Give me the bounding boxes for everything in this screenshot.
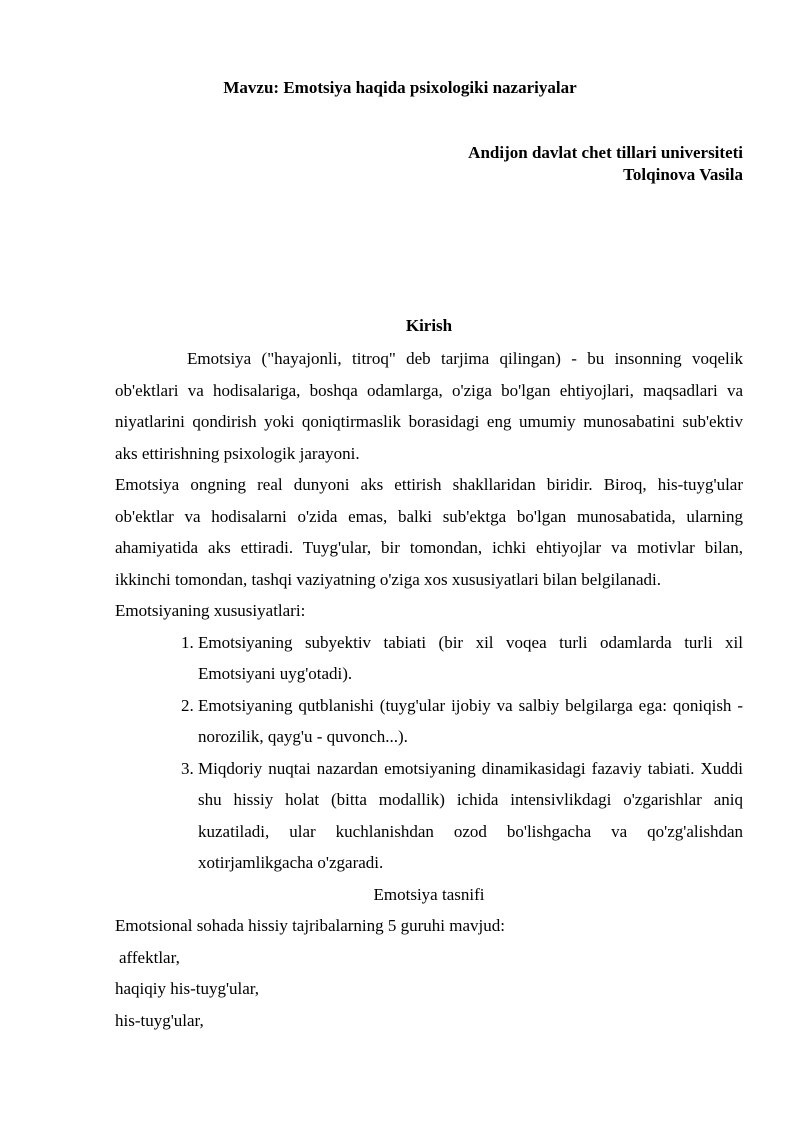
classification-heading: Emotsiya tasnifi (373, 884, 485, 904)
list-item: 1. Emotsiyaning subyektiv tabiati (bir xil voqea turli odamlarda turli xil Emotsiyani uyg'otadi). (198, 627, 743, 690)
document-body (115, 343, 743, 1036)
paragraph: Emotsiya ("hayajonli, titroq" deb tarjima qilingan) - bu insonning voqelik ob'ektlari va hodisalariga, boshqa odamlarga, o'ziga bo'lgan ehtiyojlari, maqsadlari va niyatlarini qondirish yoki qoniqtirmaslik borasidagi eng umumiy munosabatini sub'ektiv aks ettirishning psixologik jarayoni. (115, 349, 743, 463)
author-name: Tolqinova Vasila (623, 165, 743, 184)
university-name: Andijon davlat chet tillari universiteti (468, 143, 743, 162)
features-label: Emotsiyaning xususiyatlari: (115, 601, 306, 620)
list-item: his-tuyg'ular, (115, 1010, 204, 1030)
section-heading: Kirish (405, 316, 453, 335)
list-item: haqiqiy his-tuyg'ular, (115, 979, 260, 998)
list-item: 2. Emotsiyaning qutblanishi (tuyg'ular ijobiy va salbiy belgilarga ega: qoniqish - norozilik, qayg'u - quvonch...). (198, 690, 743, 753)
features-list (115, 627, 743, 879)
document-title: Mavzu: Emotsiya haqida psixologiki nazariyalar (223, 78, 577, 97)
classification-intro: Emotsional sohada hissiy tajribalarning 5 guruhi mavjud: (115, 916, 505, 935)
paragraph: Emotsiya ongning real dunyoni aks ettirish shakllaridan biridir. Biroq, his-tuyg'ular ob'ektlar va hodisalarni o'zida emas, balki sub'ektga bo'lgan munosabatida, ularning ahamiyatida aks ettiradi. Tuyg'ular, bir tomondan, ichki ehtiyojlar va motivlar bilan, ikkinchi tomondan, tashqi vaziyatning o'ziga xos xususiyatlari bilan belgilanadi. (115, 475, 743, 589)
list-item: 3. Miqdoriy nuqtai nazardan emotsiyaning dinamikasidagi fazaviy tabiati. Xuddi shu hissiy holat (bitta modallik) ichida intensivlikdagi o'zgarishlar aniq kuzatiladi, ular kuchlanishdan ozod bo'lishgacha va qo'zg'alishdan xotirjamlikgacha o'zgaradi. (198, 753, 743, 879)
list-item: affektlar, (119, 947, 180, 967)
affiliation-block (468, 142, 743, 186)
